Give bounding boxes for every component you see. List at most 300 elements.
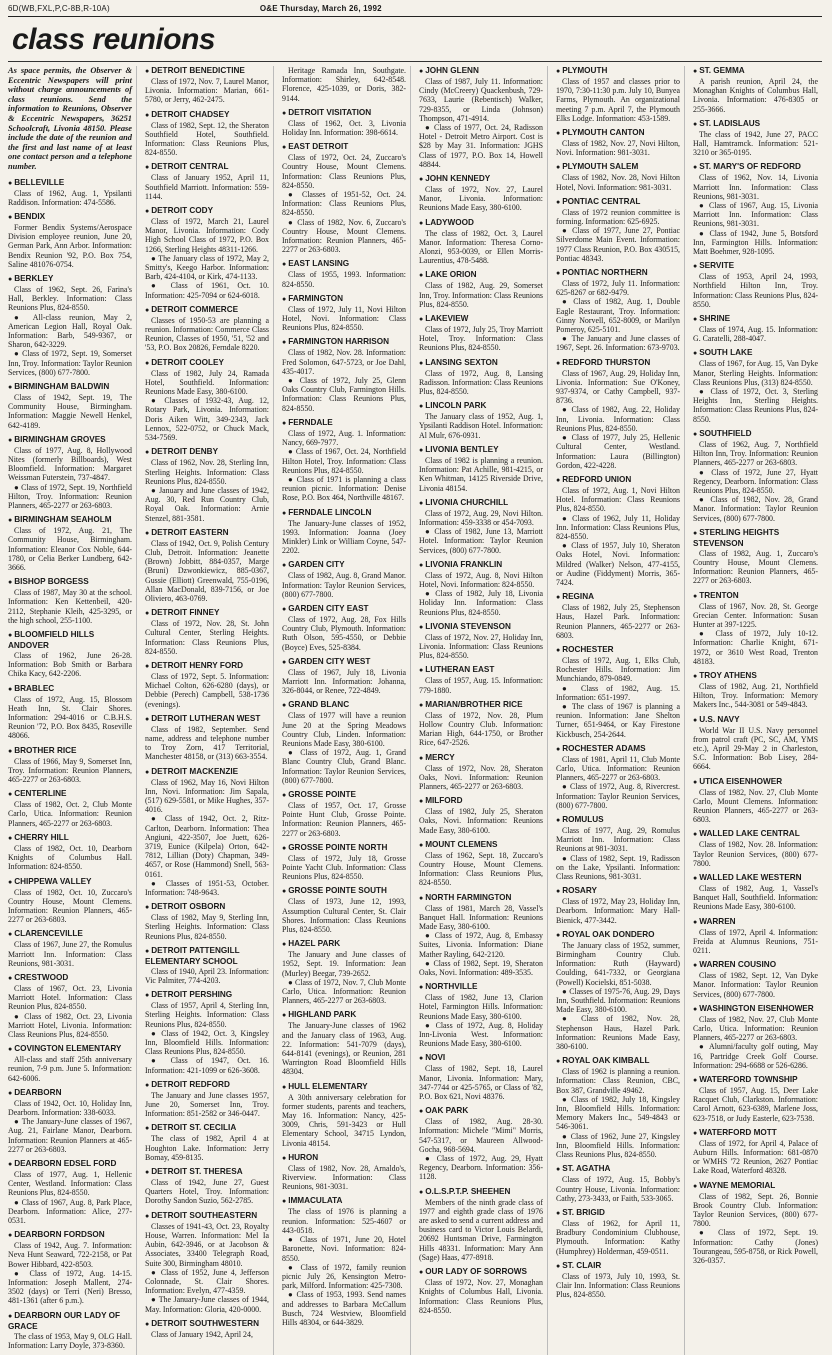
reunion-details [556,603,680,640]
reunion-detail-paragraph: Classes of 1941-43, Oct. 23, Royalty House, Warren. Information: Mel Ia Aubin, 642-3946, or at Jacobson & Associates, 33400 Telegraph Road, Suite 300, Birmingham 48010. [145,1221,269,1268]
reunion-detail-paragraph: Class of 1982, July 24, Ramada Hotel, Southfield. Information: Reunions Made Easy, 380-6100. [145,368,269,397]
reunion-details [693,884,818,912]
reunion-detail-paragraph: ● Class of 1972, July 10-12. Information: Charlie Knight, 671-1972, or 3610 West Road, Trenton 48183. [693,629,818,666]
reunion-details [145,1178,269,1206]
reunion-details [419,1278,543,1315]
reunion-entry [145,661,269,709]
reunion-detail-paragraph: ● Class of 1982, July 18, Livonia Holiday Inn. Information: Class Reunions Plus, 824-8550. [419,589,543,617]
reunion-details [282,519,406,556]
reunion-entry [556,886,680,925]
reunion-entry [556,744,680,810]
reunion-school-name: ● DETROIT CODY [145,206,269,217]
reunion-school-name: ● LIVONIA CHURCHILL [419,498,543,509]
reunion-entry [693,66,818,114]
reunion-school-name: ● FERNDALE [282,418,406,429]
reunion-entry [693,1004,818,1070]
reunion-entry [145,1080,269,1119]
reunion-detail-paragraph: ● Class of 1962, June 27, Kingsley Inn, Bloomfield Hills. Information: Class Reunions Plus, 824-8550. [556,1131,680,1160]
reunion-entry [8,684,132,741]
reunion-details [8,446,132,510]
reunion-details [693,840,818,868]
reunion-detail-paragraph: Class of 1982, June 13, Clarion Hotel, Farmington Hills. Information: Reunions Made Easy, 380-6100. [419,993,543,1021]
reunion-detail-paragraph: Class of 1982 is planning a reunion. Information: Pat Achille, 981-4215, or Ken Whitman, 14125 Riverside Drive, Livonia 48154. [419,455,543,493]
reunion-school-name: ● ROCHESTER ADAMS [556,744,680,755]
reunion-details [145,121,269,158]
reunion-detail-paragraph: ● Class of 1972, Aug. 8, Holiday Inn-Livonia West. Information: Reunions Made Easy, 380-6100. [419,1020,543,1049]
reunion-details [419,281,543,309]
reunion-detail-paragraph: ● Class of 1982, Nov. 28, Grand Manor. Information: Taylor Reunion Services, (800) 677-7800. [693,495,818,523]
reunion-detail-paragraph: ● The January class of 1972, May 2, Smitty's, Keego Harbor. Information: Barb, 424-4104, or Kirk, 474-1133. [145,253,269,282]
reunion-school-name: ● OUR LADY OF SORROWS [419,1267,543,1278]
reunion-school-name: ● ST. GEMMA [693,66,818,77]
reunion-detail-paragraph: ● Class of 1972, Sept. 19, Northfield Hilton, Troy. Information: Reunion Planners, 465-2277 or 263-6803. [8,482,132,511]
reunion-entry [282,843,406,882]
reunion-details [556,941,680,1051]
reunion-entry [556,645,680,739]
reunion-entry [419,498,543,555]
reunion-school-name: ● LUTHERAN EAST [419,665,543,676]
reunion-school-name: ● LANSING SEXTON [419,358,543,369]
reunion-school-name: ● WASHINGTON EISENHOWER [693,1004,818,1015]
reunion-school-name: ● LINCOLN PARK [419,401,543,412]
reunion-school-name: ● LIVONIA BENTLEY [419,445,543,456]
reunion-detail-paragraph: ● Class of 1972, Sept. 19. Information: Cathy (Jones) Tourangeau, 595-8758, or Rick Powell, 326-0357. [693,1228,818,1266]
reunion-details [419,711,543,748]
reunion-details [282,348,406,412]
reunion-entry [419,796,543,835]
reunion-entry [8,178,132,207]
reunion-school-name: ● DETROIT SOUTHWESTERN [145,1319,269,1330]
reunion-entry [145,305,269,353]
reunion-detail-paragraph: Class of 1972, Nov. 27, Holiday Inn, Livonia. Information: Class Reunions Plus, 824-8550. [419,632,543,661]
reunion-details [282,1207,406,1327]
reunion-detail-paragraph: ● Class of 1972, Aug. 8, Embassy Suites, Livonia. Information: Diane Mather Rayling, 642-2120. [419,931,543,959]
reunion-details [556,755,680,810]
reunion-detail-paragraph: Class of 1972, Aug. 1. Information: Nancy, 669-7977. [282,428,406,448]
reunion-detail-paragraph: ● Classes of 1932-43, Aug. 12, Rotary Park, Livonia. Information: Doris Aiken Witt, 349-2343, Jack Lennox, 522-0752, or Chuck Mack, 534-7569. [145,396,269,443]
reunion-entry [419,665,543,694]
reunion-detail-paragraph: Class of 1972, Aug. 15, Bobby's Country House, Livonia. Information: Cathy, 273-3433, or Faith, 533-3065. [556,1175,680,1203]
reunion-detail-paragraph: Class of 1977, Aug. 8, Hollywood Nites (formerly Billboards), West Bloomfield. Information: Margaret Weissman Futerstein, 737-4847. [8,445,132,483]
reunion-detail-paragraph: ● The class of 1967 is planning a reunion. Information: Jane Shelton Turner, 651-9464, or Kay Firestone Kickbusch, 254-2644. [556,701,680,739]
reunion-detail-paragraph: ● Class of 1961, Oct. 10. Information: 425-7094 or 624-6018. [145,281,269,300]
reunion-entry [556,815,680,881]
column-4 [419,66,548,1355]
reunion-detail-paragraph: ● Class of 1971, June 20, Hotel Baronette, Novi. Information: 824-8550. [282,1235,406,1263]
reunion-detail-paragraph: Class of 1977, Aug. 1, Hellenic Center, Westland. Information: Class Reunions Plus, 824-8550. [8,1169,132,1198]
reunion-detail-paragraph: ● All-class reunion, May 2, American Legion Hall, Royal Oak. Information: Barb, 549-9367, or Sharon, 642-3229. [8,312,132,350]
reunion-school-name: ● ST. BRIGID [556,1208,680,1219]
reunion-entry [8,746,132,785]
reunion-entry [556,930,680,1051]
reunion-details [693,1139,818,1176]
reunion-details [145,539,269,603]
reunion-entry [8,877,132,925]
reunion-detail-paragraph: ● Class of 1953, 1993. Send names and addresses to Barbara McCallum Busch, 724 Westview, Bloomfield Hills 48304, or 644-3829. [282,1290,406,1327]
reunion-detail-paragraph: Class of 1957, Aug. 15. Information: 779-1880. [419,676,543,695]
reunion-detail-paragraph: Class of 1972, Sept. 5. Information: Michael Colton, 626-6280 (days), or Debbie (Perech) Campbell, 538-1736 (evenings). [145,671,269,709]
reunion-details [8,223,132,269]
reunion-school-name: ● SERVITE [693,261,818,272]
reunion-details [282,571,406,599]
reunion-school-name: ● TROY ATHENS [693,671,818,682]
reunion-detail-paragraph: Class of 1962, Nov. 14, Livonia Marriott Inn. Information: Class Reunions, 981-3031. [693,173,818,201]
reunion-school-name: ● NORTHVILLE [419,982,543,993]
reunion-entry [145,902,269,941]
column-5 [556,66,685,1355]
reunion-detail-paragraph: ● Class of 1942, June 5, Botsford Inn, Farmington Hills. Information: Matt Boehmer, 928-1095. [693,228,818,257]
reunion-entry [282,700,406,785]
reunion-detail-paragraph: ● Class of 1972, July 25, Glenn Oaks Country Club, Farmington Hills. Information: Class Reunions Plus, 824-8550. [282,376,406,413]
reunion-details [419,412,543,440]
reunion-detail-paragraph: Class of 1972, Aug. 1, Elks Club, Rochester Hills. Information: Jim Munchiando, 879-0849. [556,655,680,684]
reunion-entry [282,294,406,333]
reunion-detail-paragraph: Class of 1962, Oct. 3, Livonia Holiday Inn. Information: 398-6614. [282,118,406,138]
reunion-detail-paragraph: Class of 1955, 1993. Information: 824-8550. [282,270,406,289]
reunion-details [419,456,543,493]
reunion-detail-paragraph: Class of 1977, Aug. 29, Romulus Marriott Inn. Information: Class Reunions at 981-3031. [556,826,680,854]
reunion-detail-paragraph: All-class and staff 25th anniversary reunion, 7-9 p.m. June 5. Information: 642-6006. [8,1055,132,1083]
reunion-school-name: ● NORTH FARMINGTON [419,893,543,904]
reunion-details [8,526,132,572]
reunion-school-name: ● HIGHLAND PARK [282,1010,406,1021]
reunion-detail-paragraph: ● Class of 1972, Oct. 3, Sterling Heights Inn, Sterling Heights. Information: Class Reunions Plus, 824-8550. [693,387,818,424]
reunion-detail-paragraph: The class of 1982, Oct. 3, Laurel Manor. Information: Theresa Corno-Alonzi, 953-0039, or Ellen Morris-Laurentius, 478-5488. [419,228,543,266]
reunion-details [556,1219,680,1256]
reunion-school-name: ● DETROIT EASTERN [145,528,269,539]
reunion-details [693,77,818,114]
reunion-school-name: ● GRAND BLANC [282,700,406,711]
reunion-entry [8,929,132,968]
reunion-entry [419,840,543,888]
reunion-detail-paragraph: Former Bendix Systems/Aerospace Division employee reunion, June 20, German Park, Ann Arbor. Information: Bendix Reunion '92, P.O. Box 754, Saline 481076-0754. [8,222,132,269]
reunion-entry [8,274,132,377]
reunion-school-name: ● WALLED LAKE CENTRAL [693,829,818,840]
reunion-detail-paragraph: ● Class of 1971 is planning a class reunion picnic. Information: Denise Rose, P.O. Box 464, Northville 48167. [282,474,406,503]
reunion-school-name: ● ST. AGATHA [556,1164,680,1175]
reunion-detail-paragraph: The class of 1982, April 4 at Houghton Lake. Information: Jerry Bomay, 459-8135. [145,1134,269,1162]
reunion-detail-paragraph: ● Class of 1972, Aug. 29, Hyatt Regency, Dearborn. Information: 356-1128. [419,1154,543,1182]
reunion-details [419,676,543,694]
reunion-details [419,509,543,555]
reunion-entry [693,1181,818,1266]
reunion-detail-paragraph: ● Class of 1972, Aug. 14-15. Information: Joseph Mallent, 274-3502 (days) or Terri (Neri) Bresso, 481-1361 (after 6 p.m.). [8,1268,132,1306]
reunion-details [8,1332,132,1350]
reunion-entry [145,1123,269,1162]
reunion-details [556,208,680,263]
reunion-detail-paragraph: Class of 1982, Sept. 12, the Sheraton Southfield Hotel, Southfield. Information: Class Reunions Plus, 824-8550. [145,120,269,158]
reunion-school-name: ● MOUNT CLEMENS [419,840,543,851]
reunion-entry [419,560,543,617]
reunion-detail-paragraph: ● Class of 1957, July 10, Sheraton Oaks Hotel, Novi. Information: Mildred (Walker) Nelson, 477-4155, or Audine (Fiddyment) Morris, 365-7424. [556,541,680,587]
reunion-entry [419,622,543,661]
reunion-details [145,1091,269,1119]
reunion-school-name: ● WAYNE MEMORIAL [693,1181,818,1192]
reunion-detail-paragraph: Class of 1981, March 28, Vassel's Banquet Hall. Information: Reunions Made Easy, 380-6100. [419,903,543,931]
reunion-school-name: ● DETROIT REDFORD [145,1080,269,1091]
column-2 [145,66,274,1355]
reunion-school-name: ● EAST DETROIT [282,142,406,153]
reunion-details [419,633,543,661]
reunion-entry [419,218,543,266]
reunion-detail-paragraph: Class of 1972, Aug. 15, Blossom Heath Inn, St. Clair Shores. Information: 294-4016 or C.B.H.S. Reunion '72, P.O. Box 8435, Roseville 48066. [8,694,132,741]
reunion-school-name: ● LAKE ORION [419,270,543,281]
reunion-school-name: ● CHIPPEWA VALLEY [8,877,132,888]
reunion-detail-paragraph: Class of 1962, for April 11, Bradbury Condominium Clubhouse, Plymouth. Information: Kathy (Humphrey) Holderman, 459-0511. [556,1218,680,1256]
reunion-detail-paragraph: Class of 1966, May 9, Somerset Inn, Troy. Information: Reunion Planners, 465-2277 or 263-6803. [8,756,132,785]
reunion-details [8,695,132,741]
reunion-details [8,1099,132,1154]
reunion-detail-paragraph: ● Class of 1962, July 11, Holiday Inn. Information: Class Reunions Plus, 824-8550. [556,513,680,541]
reunion-details [693,130,818,158]
reunion-details [556,279,680,353]
reunion-entry [419,174,543,213]
reunion-detail-paragraph: Class of 1953, April 24, 1993, Northfield Hilton Inn, Troy. Information: Class Reunions Plus, 824-8550. [693,272,818,309]
reunion-details [8,588,132,625]
reunion-details [8,800,132,828]
reunion-school-name: ● MARIAN/BROTHER RICE [419,700,543,711]
reunion-school-name: ● SOUTH LAKE [693,348,818,359]
reunion-entry [282,1082,406,1148]
reunion-detail-paragraph: Class of January 1952, April 11, Southfield Marriott. Information: 559-1144. [145,173,269,201]
reunion-school-name: ● ST. CLAIR [556,1261,680,1272]
reunion-school-name: ● DETROIT SOUTHEASTERN [145,1211,269,1222]
reunion-detail-paragraph: Class of 1982, Aug. 29, Somerset Inn, Troy. Information: Class Reunions Plus, 824-8550. [419,281,543,309]
running-header [8,4,822,17]
reunion-detail-paragraph: Class of 1967, July 18, Livonia Marriott Inn. Information: Johanna, 326-8044, or Renee, 722-4849. [282,667,406,696]
reunion-entry [282,939,406,1005]
reunion-detail-paragraph: World War II U.S. Navy personnel from patrol craft (PC, SC, AM, YMS etc.), April 29-May 2 in Charleston, S.C. Information: Bob Lisey, 284-6664. [693,725,818,772]
reunion-detail-paragraph: Class of 1987, July 11. Information: Cindy (McCreery) Quackenbush, 729-7633, Laurie (Rebentisch) Walker, 729-8355, or Linda (Johnson) Thompson, 471-4914. [419,77,543,123]
reunion-details [145,1222,269,1314]
reunion-detail-paragraph: The class of 1976 is planning a reunion. Information: 525-4607 or 443-0518. [282,1207,406,1235]
reunion-school-name: ● IMMACULATA [282,1196,406,1207]
reunion-detail-paragraph: Class of 1982, Nov. 28. Information: Fred Solomon, 647-5723, or Joe Dahl, 435-4017. [282,348,406,376]
reunion-details [8,1170,132,1225]
reunion-details [556,1067,680,1159]
reunion-details [556,77,680,123]
reunion-school-name: ● O.L.S.P.T.P. SHEEHEN [419,1187,543,1198]
reunion-entry [693,119,818,158]
reunion-detail-paragraph: ● January and June classes of 1942, Aug. 30, Red Run Country Club, Royal Oak. Information: Arnie Stenzel, 881-3581. [145,485,269,523]
reunion-detail-paragraph: ● Class of 1982, Aug. 22, Holiday Inn, Livonia. Information: Class Reunions Plus, 824-8550. [556,405,680,433]
reunion-detail-paragraph: The class of 1942, June 27, PACC Hall, Hamtramck. Information: 521-3210 or 365-0195. [693,129,818,158]
reunion-detail-paragraph: Class of 1982, Aug. 1, Zuccaro's Country House, Mount Clemens. Information: Reunion Planners, 465-2277 or 263-6803. [693,548,818,586]
reunion-school-name: ● HAZEL PARK [282,939,406,950]
reunion-school-name: ● DETROIT COOLEY [145,358,269,369]
reunion-details [693,682,818,710]
reunion-details [556,656,680,739]
reunion-detail-paragraph: Class of 1972, Nov. 28, St. John Cultural Center, Sterling Heights. Information: Class Reunions Plus, 824-8550. [145,619,269,656]
reunion-detail-paragraph: Class of 1982, Oct. 10, Zuccaro's Country House, Mount Clemens. Information: Reunion Planners, 465-2277 or 263-6803. [8,887,132,925]
reunion-detail-paragraph: Class of 1962, Nov. 28, Sterling Inn, Sterling Heights. Information: Class Reunions Plus, 824-8550. [145,458,269,486]
reunion-details [419,229,543,266]
reunion-entry [419,66,543,169]
reunion-detail-paragraph: ● Class of 1972, family reunion picnic July 26, Kensington Metro-park, Milford. Information: 425-7308. [282,1262,406,1291]
reunion-details [693,726,818,772]
reunion-school-name: ● SHRINE [693,314,818,325]
reunion-school-name: ● LIVONIA STEVENSON [419,622,543,633]
reunion-detail-paragraph: Class of 1942, Oct. 10, Holiday Inn, Dearborn. Information: 338-6033. [8,1098,132,1117]
reunion-details [693,1192,818,1266]
reunion-entry [693,429,818,523]
reunion-entry [693,1128,818,1176]
reunion-school-name: ● BRABLEC [8,684,132,695]
reunion-details [693,971,818,999]
reunion-detail-paragraph: ● Class of 1972, Aug. 8, Rivercrest. Information: Taylor Reunion Services, (800) 677-7800. [556,782,680,810]
reunion-detail-paragraph: A parish reunion, April 24, the Monaghan Knights of Columbus Hall, Livonia. Information: 476-8305 or 255-3666. [693,77,818,114]
reunion-school-name: ● DETROIT MACKENZIE [145,767,269,778]
reunion-school-name: ● ROMULUS [556,815,680,826]
reunion-entry [8,435,132,510]
reunion-detail-paragraph: ● Class of 1967, Oct. 24, Northfield Hilton Hotel, Troy. Information: Class Reunions Plus, 824-8550. [282,447,406,475]
reunion-entry [145,1211,269,1314]
reunion-details [419,1064,543,1101]
reunion-detail-paragraph: Class of 1957, April 4, Sterling Inn, Sterling Heights. Information: Class Reunions Plus, 824-8550. [145,1001,269,1029]
reunion-details [145,967,269,985]
reunion-school-name: ● LADYWOOD [419,218,543,229]
reunion-school-name: ● BENDIX [8,212,132,223]
reunion-entry [693,873,818,912]
reunion-entry [8,1159,132,1225]
reunion-details [556,897,680,925]
reunion-detail-paragraph: The January class of 1952, Aug. 1, Ypsilanti Raddison Hotel. Information: Al Mulr, 676-0931. [419,412,543,440]
reunion-school-name: ● ROSARY [556,886,680,897]
reunion-details [419,1198,543,1262]
reunion-details [282,1021,406,1076]
reunion-school-name: ● BROTHER RICE [8,746,132,757]
reunion-school-name: ● GROSSE POINTE SOUTH [282,886,406,897]
reunion-entry [8,1311,132,1350]
reunion-entry [282,142,406,254]
reunion-details [419,185,543,213]
reunion-detail-paragraph: Class of 1972, April 4. Information: Freida at Alumnus Reunions, 751-0211. [693,927,818,956]
reunion-entry [145,767,269,898]
reunion-entry [282,1153,406,1192]
reunion-details [145,725,269,762]
reunion-detail-paragraph: ● Class of 1972, June 27, Hyatt Regency, Dearborn. Information: Class Reunions Plus, 824-8550. [693,467,818,495]
reunion-school-name: ● SOUTHFIELD [693,429,818,440]
reunion-school-name: ● CENTERLINE [8,789,132,800]
reunion-school-name: ● MILFORD [419,796,543,807]
reunion-school-name: ● GROSSE POINTE NORTH [282,843,406,854]
reunion-school-name: ● FARMINGTON HARRISON [282,337,406,348]
reunion-detail-paragraph: Class of 1972, Aug. 29, Novi Hilton. Information: 459-3338 or 454-7093. [419,508,543,527]
reunion-school-name: ● PLYMOUTH [556,66,680,77]
reunion-entry [693,917,818,956]
reunion-detail-paragraph: The January and June classes 1957, June 20, Somerset Inn, Troy. Information: 851-2582 or 346-0447. [145,1090,269,1119]
reunion-detail-paragraph: The January-June classes of 1952, 1993. Information: Joanna (Joey Minkler) Link or William Coyne, 547-2202. [282,518,406,556]
reunion-school-name: ● WATERFORD TOWNSHIP [693,1075,818,1086]
reunion-school-name: ● DETROIT VISITATION [282,108,406,119]
reunion-entry [419,1053,543,1101]
reunion-details [693,549,818,586]
column-3 [282,66,411,1355]
reunion-school-name: ● BIRMINGHAM BALDWIN [8,382,132,393]
reunion-details [419,325,543,353]
reunion-details [419,764,543,792]
reunion-detail-paragraph: ● Class of 1972, Nov. 7, Club Monte Carlo, Utica. Information: Reunion Planners, 465-2277 or 263-6803. [282,977,406,1006]
reunion-detail-paragraph: Class of 1977 will have a reunion June 20 at the Spring Meadows Country Club, Linden. Information: Reunions Made Easy, 380-6100. [282,711,406,748]
reunion-school-name: ● GARDEN CITY [282,560,406,571]
reunion-school-name: ● BLOOMFIELD HILLS ANDOVER [8,630,132,651]
section-banner: class reunions [12,23,216,56]
reunion-details [8,189,132,207]
reunion-school-name: ● ST. MARY'S OF REDFORD [693,162,818,173]
reunion-detail-paragraph: Class of 1972, Nov. 27, Laurel Manor, Livonia. Information: Reunions Made Easy, 380-6100. [419,185,543,213]
reunion-details [8,888,132,925]
reunion-entry [145,1167,269,1206]
reunion-entry [8,212,132,269]
reunion-detail-paragraph: ● Class of 1977, June 27, Pontiac Silverdome Main Event. Information: 1977 Class Reunion, P.O. Box 430515, Pontiac 48343. [556,226,680,263]
reunion-school-name: ● HULL ELEMENTARY [282,1082,406,1093]
reunion-entry [8,1230,132,1305]
reunion-school-name: ● BELLEVILLE [8,178,132,189]
reunion-details [556,486,680,587]
reunion-school-name: ● U.S. NAVY [693,715,818,726]
reunion-school-name: ● PONTIAC NORTHERN [556,268,680,279]
reunion-school-name: ● GROSSE POINTE [282,790,406,801]
reunion-entry [8,833,132,872]
reunion-details [282,66,406,103]
reunion-details [8,1055,132,1083]
reunion-entry [693,591,818,666]
reunion-details [556,173,680,191]
reunion-detail-paragraph: The class of 1953, May 9, OLG Hall. Information: Larry Doyle, 373-8360. [8,1331,132,1350]
column-1 [8,66,137,1355]
reunion-detail-paragraph: Class of 1972, July 11. Information: 625-8267 or 682-9479. [556,279,680,298]
reunion-entry [693,348,818,423]
reunion-detail-paragraph: Class of 1982, Aug. 21, Northfield Hilton, Troy. Information: Memory Makers Inc., 544-3081 or 549-4843. [693,681,818,710]
reunion-details [145,778,269,898]
reunion-entry [693,1075,818,1123]
reunion-detail-paragraph: ● Class of 1977, July 25, Hellenic Cultural Center, Westland. Information: Laura (Billington) Gordon, 422-4228. [556,433,680,470]
reunion-school-name: ● DETROIT PERSHING [145,990,269,1001]
reunion-school-name: ● LAKEVIEW [419,314,543,325]
reunion-entry [145,162,269,201]
reunion-school-name: ● REGINA [556,592,680,603]
reunion-detail-paragraph: Class of 1972, Aug. 21, The Community House, Birmingham. Information: Eleanor Cox Noble, 644-1780, or Celia Berker Lundberg, 642-3666. [8,526,132,573]
reunion-entry [282,790,406,838]
reunion-entry [693,777,818,825]
reunion-detail-paragraph: A 30th anniversary celebration for former students, parents and teachers, May 16. Information: Nancy, 425-3009, Chris, 591-3423 or Hull Elementary School, 34715 Lyndon, Livonia 48154. [282,1092,406,1148]
reunion-detail-paragraph: Class of 1962 is planning a reunion. Information: Class Reunion, CBC, Box 387, Grandville 49462. [556,1067,680,1095]
reunion-details [282,950,406,1005]
reunion-detail-paragraph: ● Class of 1942, Oct. 2, Ritz-Carlton, Dearborn. Information: Thea Angiuni, 422-3507, Joe Juett, 626-3719, Eunice (Kilpela) Orton, 642-7812, Lillian (Doty) Chapman, 349-4657, or Rose (Hammond) Snell, 563-0161. [145,814,269,879]
reunion-detail-paragraph: Class of 1982, Aug. 28-30. Information: Michele "Mimi" Morris, 547-5317, or Maureen Allwood-Gocha, 968-5694. [419,1117,543,1154]
reunion-entry [282,657,406,696]
reunion-details [145,173,269,201]
reunion-school-name: ● CRESTWOOD [8,973,132,984]
reunion-detail-paragraph: ● Class of 1982, Nov. 28, Stephenson Haus, Hazel Park. Information: Reunions Made Easy, 380-6100. [556,1014,680,1052]
reunion-detail-paragraph: Class of 1962, May 16, Novi Hilton Inn, Novi. Information: Jim Sapala, (517) 629-5581, or Mike Hughes, 357-4016. [145,777,269,815]
reunion-details [145,1001,269,1075]
reunion-entry [8,630,132,679]
reunion-school-name: ● BISHOP BORGESS [8,577,132,588]
reunion-detail-paragraph: Class of 1982, Aug. 1, Vassel's Banquet Hall, Southfield. Information: Reunions Made Easy, 380-6100. [693,884,818,912]
reunion-detail-paragraph: Class of 1972, May 23, Holiday Inn, Dearborn. Information: Mary Hall-Bienick, 477-3442. [556,897,680,925]
reunion-detail-paragraph: Class of 1981, April 11, Club Monte Carlo, Utica. Information: Reunion Planners, 465-2277 or 263-6803. [556,754,680,783]
reunion-detail-paragraph: Class of 1972, Nov. 28, Sheraton Oaks, Novi. Information: Reunion Planners, 465-2277 or 263-6803. [419,763,543,791]
reunion-entry [419,445,543,493]
page-code: 6D(WB,FXL,P,C-8B,R-10A) [8,4,110,13]
reunion-details [145,672,269,709]
reunion-entry [419,270,543,309]
reunion-detail-paragraph: ● Class of 1952, June 4, Jefferson Colonnade, St. Clair Shores. Information: Evelyn, 477-4359. [145,1267,269,1296]
reunion-detail-paragraph: Class of January 1942, April 24, [151,1329,253,1339]
reunion-detail-paragraph: ● Class of 1967, Aug. 8, Park Place, Dearborn. Information: Alice, 277-0531. [8,1197,132,1225]
reunion-entry [693,671,818,710]
